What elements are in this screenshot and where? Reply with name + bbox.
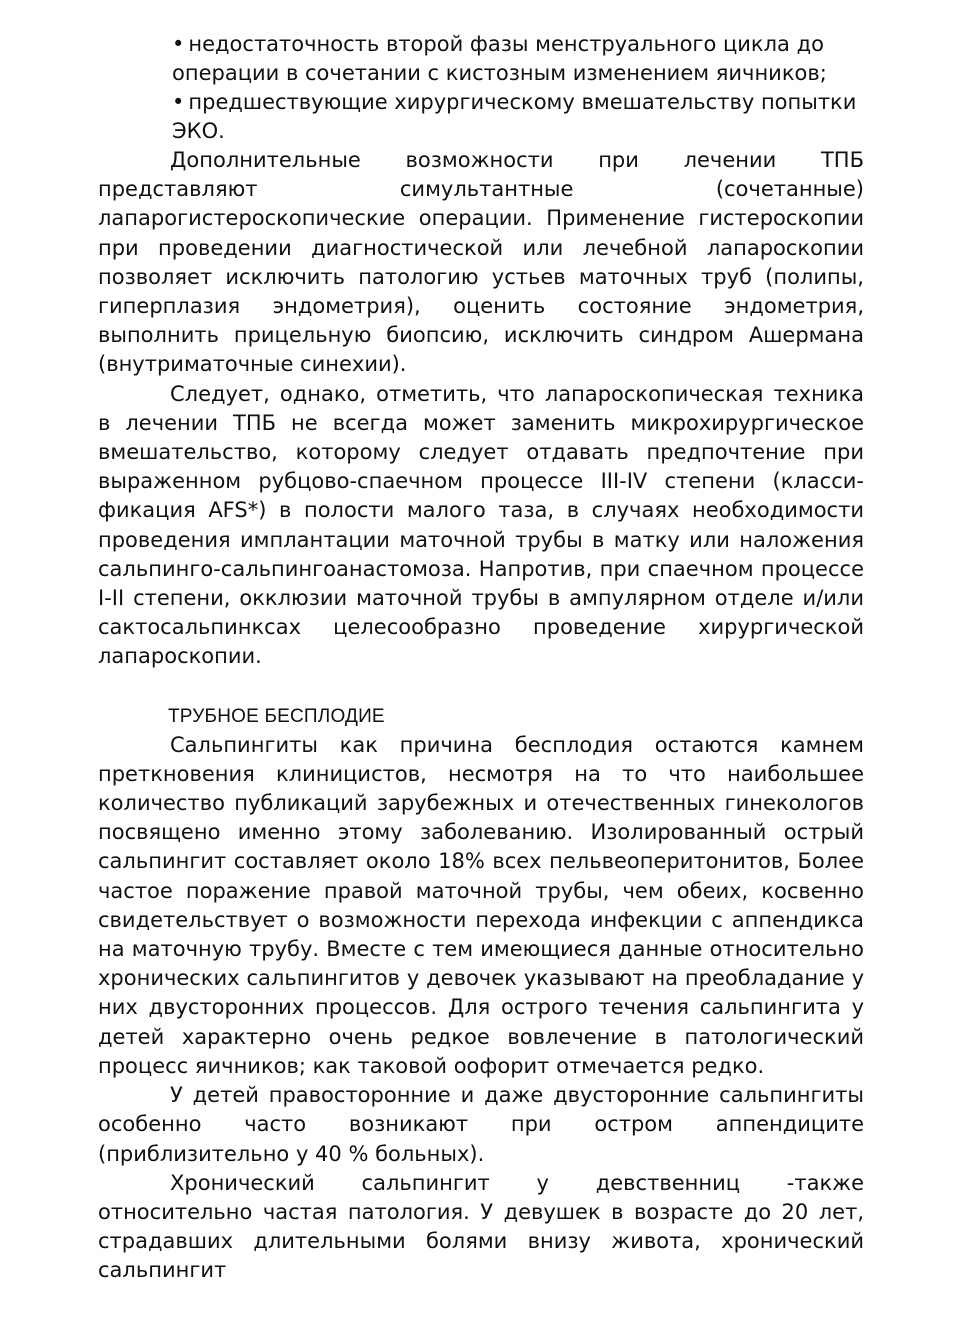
bullet-text: предшествующие хирургическому вмешательству попытки ЭКО. <box>172 90 857 143</box>
document-page <box>98 30 864 1286</box>
section-heading: ТРУБНОЕ БЕСПЛОДИЕ <box>168 705 385 727</box>
bullet-item <box>98 30 864 88</box>
bullet-marker: • <box>172 32 185 56</box>
paragraph-microsurgery: Следует, однако, отметить, что лапароскопическая техника в лечении ТПБ не всегда может заменить микрохирургическое вмешательство, которому следует отдавать предпочтение при выраженном рубцово-спаечном процессе III-IV степени (классификация AFS*) в полости малого таза, в случаях необходимости проведения имплантации маточной трубы в матку или наложения сальпинго-сальпингоанастомоза. Напротив, при спаечном процессе Ι-ΙΙ степени, окклюзии маточной трубы в ампулярном отделе и/или сактосальпинксах целесообразно проведение хирургической лапароскопии. <box>98 381 864 669</box>
paragraph-salpingitis: Сальпингиты как причина бесплодия остаются камнем преткновения клиницистов, несмотря на то что наибольшее количество публикаций зарубежных и отечественных гинекологов посвящено именно этому заболеванию. Изолированный острый сальпингит составляет около 18% всех пельвеоперитонитов, Более частое поражение правой маточной трубы, чем обеих, косвенно свидетельствует о возможности перехода инфекции с аппендикса на маточную трубу. Вместе с тем имеющиеся данные относительно хронических сальпингитов у девочек указывают на преобладание у них двусторонних процессов. Для острого течения сальпингита у детей характерно очень редкое вовлечение в патологический процесс яичников; как таковой оофорит отмечается редко. <box>98 732 864 1078</box>
paragraph-hysteroscopy: Дополнительные возможности при лечении ТПБ представляют симультантные (сочетанные) лапарогистероскопические операции. Применение гистероскопии при проведении диагностической или лечебной лапароскопии позволяет исключить патологию устьев маточных труб (полипы, гиперплазия эндометрия), оценить состояние эндометрия, выполнить прицельную биопсию, исключить синдром Ашермана (внутриматочные синехии). <box>98 148 864 377</box>
paragraph-chronic-salpingitis: Хронический сальпингит у девственниц -также относительно частая патология. У девушек в возрасте до 20 лет, страдавших длительными болями внизу живота, хронический сальпингит <box>98 1170 864 1283</box>
paragraph-children-appendicitis: У детей правосторонние и даже двусторонние сальпингиты особенно часто возникают при остром аппендиците (приблизительно у 40 % больных). <box>98 1083 864 1166</box>
bullet-text: недостаточность второй фазы менструального цикла до операции в сочетании с кистозным изменением яичников; <box>172 32 827 85</box>
bullet-item <box>98 88 864 146</box>
bullet-marker: • <box>172 90 185 114</box>
